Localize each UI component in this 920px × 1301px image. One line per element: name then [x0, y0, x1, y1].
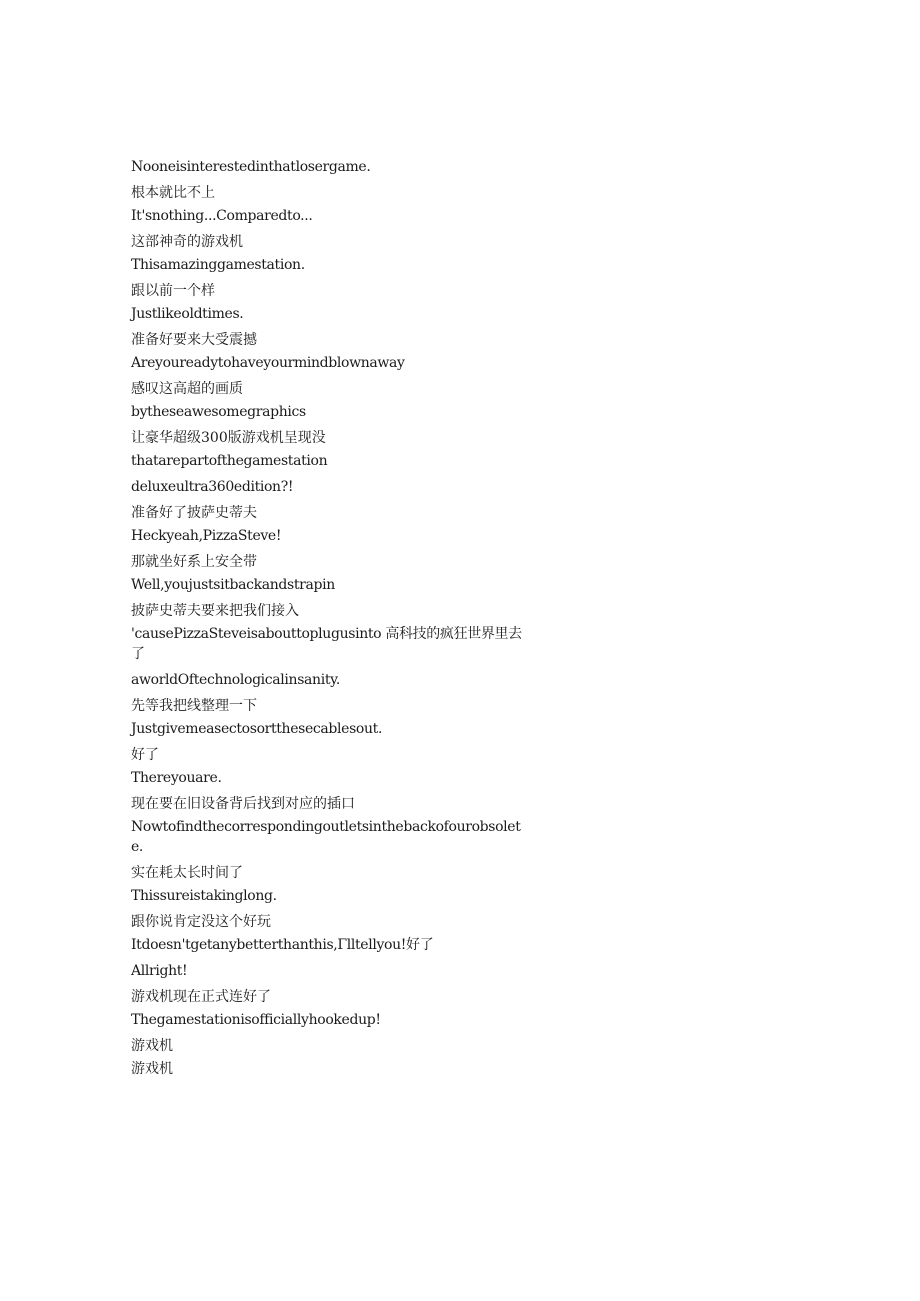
subtitle-line-en: Nooneisinterestedinthatlosergame.: [131, 159, 371, 175]
subtitle-line-zh: 根本就比不上: [131, 185, 215, 201]
subtitle-line-en: Justgivemeasectosortthesecablesout.: [131, 721, 383, 737]
subtitle-line-zh: 现在要在旧设备背后找到对应的插口: [131, 796, 355, 812]
subtitle-line-mixed: 'causePizzaSteveisabouttoplugusinto 高科技的疯狂世界里去了: [131, 626, 522, 662]
subtitle-line-en: aworldOftechnologicalinsanity.: [131, 672, 340, 688]
subtitle-line-en: Well,youjustsitbackandstrapin: [131, 577, 335, 593]
subtitle-line-zh: 跟以前一个样: [131, 283, 215, 299]
subtitle-line-zh: 实在耗太长时间了: [131, 865, 243, 881]
subtitle-line-en: It'snothing...Comparedto...: [131, 208, 313, 224]
subtitle-line-en: Thegamestationisofficiallyhookedup!: [131, 1012, 381, 1028]
subtitle-line-zh: 准备好了披萨史蒂夫: [131, 505, 257, 521]
subtitle-line-en: Justlikeoldtimes.: [131, 306, 244, 322]
subtitle-line-zh: 游戏机现在正式连好了: [131, 989, 271, 1005]
document-page: [131, 157, 531, 1082]
subtitle-line-en: thatarepartofthegamestation: [131, 453, 328, 469]
subtitle-line-en: deluxeultra360edition?!: [131, 479, 294, 495]
subtitle-line-zh: 让豪华超级300版游戏机呈现没: [131, 430, 326, 446]
subtitle-line-en: Areyoureadytohaveyourmindblownaway: [131, 355, 405, 371]
subtitle-line-en: Nowtofindthecorrespondingoutletsinthebackofourobsolete.: [131, 819, 521, 855]
subtitle-line-zh: 披萨史蒂夫要来把我们接入: [131, 603, 299, 619]
subtitle-line-en: Thereyouare.: [131, 770, 222, 786]
subtitle-line-en: Thissureistakinglong.: [131, 888, 277, 904]
subtitle-line-en: Allright!: [131, 963, 188, 979]
subtitle-line-zh: 游戏机: [131, 1061, 173, 1077]
subtitle-line-en: bytheseawesomegraphics: [131, 404, 306, 420]
subtitle-line-zh: 先等我把线整理一下: [131, 698, 257, 714]
subtitle-line-zh: 游戏机: [131, 1038, 173, 1054]
subtitle-line-zh: 跟你说肯定没这个好玩: [131, 914, 271, 930]
subtitle-line-zh: 那就坐好系上安全带: [131, 554, 257, 570]
subtitle-line-zh: 准备好要来大受震撼: [131, 332, 257, 348]
subtitle-line-en: Heckyeah,PizzaSteve!: [131, 528, 282, 544]
subtitle-line-zh: 感叹这高超的画质: [131, 381, 243, 397]
subtitle-line-mixed: Itdoesn'tgetanybetterthanthis,Γlltellyou!好了: [131, 937, 434, 953]
subtitle-line-en: Thisamazinggamestation.: [131, 257, 305, 273]
subtitle-line-zh: 好了: [131, 747, 159, 763]
subtitle-line-zh: 这部神奇的游戏机: [131, 234, 243, 250]
